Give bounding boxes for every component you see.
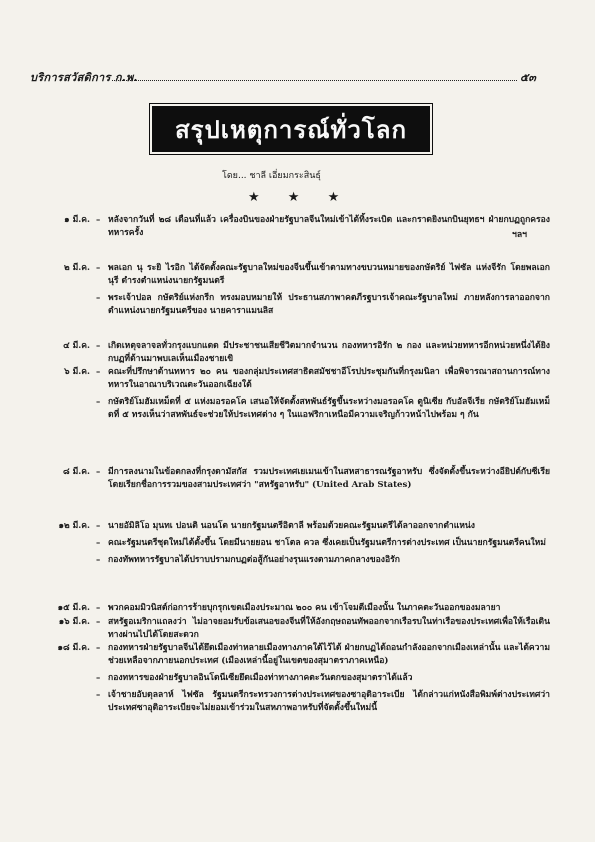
entry-signature: ฯลฯ: [512, 230, 527, 240]
page-number: ๕๓: [520, 71, 536, 84]
event-text: มีการลงนามในข้อตกลงที่กรุงดามัสกัส รวมประเทศเยเมนเข้าในสหสาธารณรัฐอาหรับ ซึ่งจัดตั้งขึ้นระหว่างอียิปต์กับซีเรีย โดยเรียกชื่อการรวมของสามประเทศว่า "สหรัฐอาหรับ" (United Arab States): [108, 467, 550, 490]
bullet-dash: –: [96, 673, 101, 683]
bullet-dash: –: [96, 617, 101, 627]
bullet-dash: –: [96, 341, 101, 351]
bullet-dash: –: [96, 293, 101, 303]
event-date-label: ๑๖ มี.ค.: [58, 617, 90, 627]
running-header-title: บริการสวัสดิการ ก.พ.: [30, 71, 138, 84]
event-text: กองทหารของฝ่ายรัฐบาลอินโดนีเซียยึดเมืองท่าทางภาคตะวันตกของสุมาตราได้แล้ว: [108, 673, 413, 683]
article-title-banner: [152, 106, 430, 152]
event-text: สหรัฐอเมริกาแถลงว่า ไม่อาจยอมรับข้อเสนอของจีนที่ให้อังกฤษถอนทัพออกจากเรือรบในท่าเรือของประเทศเพื่อให้เรือเดินทางผ่านไปได้โดยสะดวก: [108, 617, 550, 640]
star-divider: ★ ★ ★: [248, 190, 352, 205]
bullet-dash: –: [96, 263, 101, 273]
bullet-dash: –: [96, 690, 101, 700]
event-date-label: ๘ มี.ค.: [62, 467, 90, 477]
event-date-label: ๑๒ มี.ค.: [58, 521, 90, 531]
event-text: เกิดเหตุจลาจลทั่วกรุงแบกแดด มีประชาชนเสียชีวิตมากจำนวน กองทหารอิรัก ๒ กอง และหน่วยทหารอีกหน่วยหนึ่งได้ยิงกบฏที่ด้านมาพบเลเห็นเมืองชายเขิ: [108, 341, 550, 364]
bullet-dash: –: [96, 467, 101, 477]
event-date-label: ๔ มี.ค.: [63, 341, 90, 351]
event-text: พลเอก นุ ระยิ ไรอิก ได้จัดตั้งคณะรัฐบาลใหม่ของจีนขึ้นเข้าตามทางขบวนหมายของกษัตริย์ ไฟซัล แห่งจีรัก โดยพลเอก นุรี ดำรงตำแหน่งนายกรัฐมนตรี: [108, 263, 550, 286]
event-text: พระเจ้าปอล กษัตริย์แห่งกรีก ทรงมอบหมายให้ ประธานสภาพาคตภีรฐบารเจ้าคณะรัฐบาลใหม่ ภายหลังการลาออกจากตำแหน่งนายกรัฐมนตรีของ นายคาราแมนลิส: [108, 293, 550, 316]
event-date-label: ๑๘ มี.ค.: [57, 643, 90, 653]
event-text: หลังจากวันที่ ๒๘ เดือนที่แล้ว เครื่องบินของฝ่ายรัฐบาลจีนใหม่เข้าได้ทิ้งระเบิด และกราดยิงนกบินยุทธฯ ฝ่ายกบฏถูกครองทหารครั้ง: [108, 215, 550, 238]
event-text: คณะที่ปรึกษาด้านทหาร ๒๐ คน ของกลุ่มประเทศสาธิตสมัชชาอีโรปประชุมกันที่กรุงมนิลา เพื่อพิจารณาสถานการณ์ทางทหารในอาณาบริเวณตะวันออกเฉียงใต้: [108, 367, 550, 390]
event-text: นายอัมิลิโอ มุนทเ ปอนติ นอนโต นายกรัฐมนตรีอิตาลี พร้อมด้วยคณะรัฐมนตรีได้ลาออกจากตำแหน่ง: [108, 521, 475, 531]
event-date-label: ๒ มี.ค.: [63, 263, 90, 273]
byline: โดย... ชาลี เอี่ยมกระสินธุ์: [222, 171, 321, 181]
event-text: กษัตริย์โมฮัมเหม็ดที่ ๕ แห่งมอรอคโค เสนอให้จัดตั้งสหพันธ์รัฐขึ้นระหว่างมอรอคโค ตูนิเซีย กับอัลจีเรีย กษัตริย์โมฮัมเหม็ดที่ ๕ ทรงเห็นว่าสหพันธ์จะช่วยให้ประเทศต่าง ๆ ในแอฟริกาเหนือมีความเจริญก้าวหน้าไปพร้อม ๆ กัน: [108, 397, 550, 420]
bullet-dash: –: [96, 521, 101, 531]
event-date-label: ๑ มี.ค.: [64, 215, 90, 225]
bullet-dash: –: [96, 538, 101, 548]
bullet-dash: –: [96, 397, 101, 407]
article-title: สรุปเหตุการณ์ทั่วโลก: [175, 115, 407, 144]
event-date-label: ๖ มี.ค.: [64, 367, 90, 377]
header-dotted-rule: [112, 80, 517, 81]
bullet-dash: –: [96, 643, 101, 653]
event-text: กองทหารฝ่ายรัฐบาลจีนได้ยึดเมืองท่าหลายเมืองทางภาคใต้ไว้ได้ ฝ่ายกบฏได้ถอนกำลังออกจากเมืองเหล่านั้น และได้ความช่วยเหลือจากภายนอกประเทศ (เมืองเหล่านี้อยู่ในเขตของสุมาตราภาคเหนือ): [108, 643, 550, 666]
event-text: พวกคอมมิวนิสต์ก่อการร้ายบุกรุกเขตเมืองประมาณ ๒๐๐ คน เข้าโจมตีเมืองนั้น ในภาคตะวันออกของมลายา: [108, 603, 501, 613]
bullet-dash: –: [96, 603, 101, 613]
event-date-label: ๑๕ มี.ค.: [57, 603, 90, 613]
event-text: กองทัพทหารรัฐบาลได้ปราบปรามกบฏต่อสู้กันอย่างรุนแรงตามภาคกลางของอิรัก: [108, 555, 400, 565]
event-text: คณะรัฐมนตรีชุดใหม่ได้ตั้งขึ้น โดยมีนายยอน ชาโตล ควล ซึ่งเคยเป็นรัฐมนตรีการต่างประเทศ เป็นนายกรัฐมนตรีคนใหม่: [108, 538, 546, 548]
bullet-dash: –: [96, 215, 101, 225]
bullet-dash: –: [96, 367, 101, 377]
bullet-dash: –: [96, 555, 101, 565]
event-text: เจ้าชายอับดุลลาห์ ไฟซัล รัฐมนตรีกระทรวงการต่างประเทศของซาอุดิอาระเบีย ได้กล่าวแก่หนังสือพิมพ์ต่างประเทศว่า ประเทศซาอุดิอาระเบียจะไม่ยอมเข้าร่วมในสหภาพอาหรับที่จัดตั้งขึ้นใหม่นี้: [108, 690, 550, 713]
